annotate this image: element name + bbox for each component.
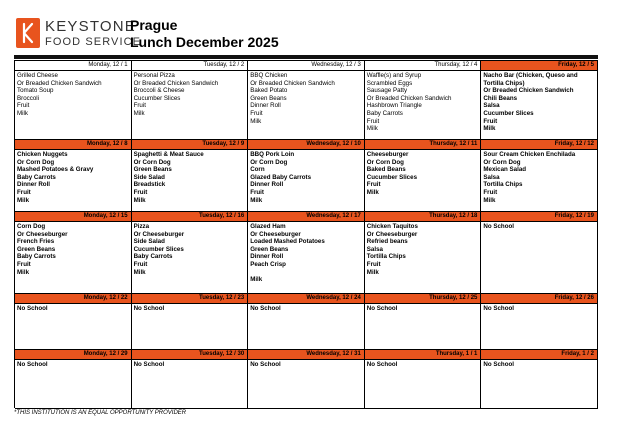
menu-item: No School: [366, 361, 398, 368]
menu-item: Milk: [366, 268, 379, 276]
day-cell: [132, 212, 249, 294]
menu-item: Dinner Roll: [250, 253, 284, 261]
menu-items: [248, 150, 364, 205]
day-cell: [365, 140, 482, 212]
menu-title: Lunch December 2025: [130, 34, 279, 50]
menu-item: Broccoli & Cheese: [133, 87, 185, 95]
day-header: Monday, 12 / 22: [15, 294, 131, 304]
day-cell: [15, 212, 132, 294]
day-cell: [15, 294, 132, 350]
menu-item: No School: [483, 305, 514, 312]
menu-item: Green Beans: [250, 245, 289, 253]
menu-items: [132, 71, 248, 119]
menu-items: [15, 222, 131, 277]
menu-item: Or Cheeseburger: [366, 230, 418, 238]
day-cell: [15, 140, 132, 212]
menu-item: Salsa: [483, 102, 500, 110]
menu-item: No School: [17, 305, 48, 312]
menu-item: Milk: [250, 276, 263, 284]
day-header: Monday, 12 / 1: [15, 61, 131, 71]
day-cell: [481, 61, 598, 140]
day-header: Wednesday, 12 / 3: [248, 61, 364, 71]
menu-item: Pizza: [133, 223, 150, 230]
menu-item: Chili Beans: [483, 94, 518, 102]
menu-item: Or Corn Dog: [133, 158, 171, 166]
menu-item: Or Breaded Chicken Sandwich: [483, 87, 574, 95]
menu-item: Baby Carrots: [133, 253, 173, 261]
day-cell: [248, 212, 365, 294]
menu-item: Grilled Cheese: [17, 72, 58, 79]
menu-item: Tortilla Chips): [483, 79, 525, 87]
menu-item: Fruit: [250, 188, 264, 196]
menu-item: Fruit: [17, 102, 30, 110]
menu-item: Baby Carrots: [17, 173, 56, 181]
menu-item: Breadstick: [133, 181, 166, 189]
menu-item: Mexican Salad: [483, 166, 527, 174]
day-header: Monday, 12 / 15: [15, 212, 131, 222]
menu-item: Tomato Soup: [17, 87, 54, 95]
day-header: Tuesday, 12 / 9: [132, 140, 248, 150]
menu-item: Cucumber Slices: [133, 245, 184, 253]
menu-items: [481, 304, 597, 314]
day-cell: [365, 294, 482, 350]
menu-item: Side Salad: [133, 238, 165, 246]
day-header: Thursday, 1 / 1: [365, 350, 481, 360]
menu-item: Fruit: [133, 188, 148, 196]
menu-item: Cucumber Slices: [483, 109, 534, 117]
day-cell: [132, 350, 249, 409]
menu-item: Fruit: [366, 260, 381, 268]
page-header: [14, 14, 598, 54]
menu-item: Or Cheeseburger: [133, 230, 185, 238]
menu-item: Scrambled Eggs: [366, 79, 413, 87]
day-header: Monday, 12 / 8: [15, 140, 131, 150]
menu-item: Fruit: [133, 102, 146, 110]
menu-item: Chicken Nuggets: [17, 151, 68, 158]
menu-item: Tortilla Chips: [483, 181, 523, 189]
menu-item: Personal Pizza: [133, 72, 175, 79]
menu-items: [481, 150, 597, 205]
menu-item: Baby Carrots: [17, 253, 56, 261]
day-cell: [248, 140, 365, 212]
menu-item: Milk: [250, 117, 262, 125]
menu-items: [15, 360, 131, 370]
menu-item: Milk: [17, 268, 30, 276]
menu-item: Milk: [133, 109, 145, 117]
menu-item: Or Breaded Chicken Sandwich: [366, 94, 452, 102]
menu-item: No School: [250, 361, 281, 368]
menu-item: Sour Cream Chicken Enchilada: [483, 151, 576, 158]
menu-item: Hashbrown Triangle: [366, 102, 422, 110]
brand-name: KEYSTONE: [45, 18, 137, 35]
menu-item: Salsa: [366, 245, 383, 253]
menu-items: [132, 150, 248, 205]
menu-item: Green Beans: [17, 245, 56, 253]
day-header: Wednesday, 12 / 17: [248, 212, 364, 222]
menu-item: Dinner Roll: [250, 102, 281, 110]
menu-items: [481, 222, 597, 232]
menu-item: Or Breaded Chicken Sandwich: [133, 79, 219, 87]
menu-items: [248, 304, 364, 314]
menu-item: Green Beans: [133, 166, 172, 174]
menu-item: Nacho Bar (Chicken, Queso and: [483, 72, 578, 79]
menu-item: Fruit: [17, 188, 31, 196]
day-cell: [248, 350, 365, 409]
keystone-k-logo-icon: [16, 18, 40, 48]
menu-item: BBQ Pork Loin: [250, 151, 295, 158]
day-cell: [132, 61, 249, 140]
day-cell: [132, 294, 249, 350]
menu-item: No School: [17, 361, 48, 368]
day-header: Friday, 12 / 26: [481, 294, 597, 304]
menu-items: [248, 71, 364, 126]
day-cell: [365, 61, 482, 140]
menu-item: Or Breaded Chicken Sandwich: [250, 79, 335, 87]
header-divider: [14, 55, 598, 59]
menu-item: Milk: [133, 196, 146, 204]
menu-item: Salsa: [483, 173, 500, 181]
menu-item: Tortilla Chips: [366, 253, 406, 261]
menu-item: Or Corn Dog: [250, 158, 288, 166]
menu-item: Milk: [250, 196, 263, 204]
menu-item: Baked Potato: [250, 87, 288, 95]
menu-item: No School: [250, 305, 281, 312]
menu-item: Green Beans: [250, 94, 287, 102]
menu-items: [365, 222, 481, 277]
brand-subtitle: FOOD SERVICE: [45, 36, 142, 48]
menu-item: Cheeseburger: [366, 151, 409, 158]
menu-item: Spaghetti & Meat Sauce: [133, 151, 204, 158]
menu-items: [15, 71, 131, 119]
day-cell: [248, 294, 365, 350]
menu-item: Corn Dog: [17, 223, 46, 230]
day-header: Friday, 1 / 2: [481, 350, 597, 360]
day-cell: [481, 212, 598, 294]
menu-item: Glazed Ham: [250, 223, 286, 230]
menu-item: No School: [133, 305, 165, 312]
day-header: Tuesday, 12 / 16: [132, 212, 248, 222]
menu-item: French Fries: [17, 238, 55, 246]
menu-item: BBQ Chicken: [250, 72, 288, 79]
menu-item: Sausage Patty: [366, 87, 408, 95]
day-cell: [481, 294, 598, 350]
menu-item: Baked Beans: [366, 166, 406, 174]
menu-item: Fruit: [133, 260, 148, 268]
menu-items: [132, 360, 248, 370]
day-header: Friday, 12 / 19: [481, 212, 597, 222]
day-header: Thursday, 12 / 4: [365, 61, 481, 71]
menu-item: Milk: [483, 125, 496, 133]
day-header: Tuesday, 12 / 30: [132, 350, 248, 360]
menu-item: Fruit: [366, 117, 380, 125]
menu-item: Dinner Roll: [17, 181, 51, 189]
menu-item: Or Corn Dog: [17, 158, 55, 166]
menu-items: [132, 304, 248, 314]
day-cell: [365, 212, 482, 294]
menu-item: Milk: [483, 196, 496, 204]
day-header: Friday, 12 / 12: [481, 140, 597, 150]
menu-item: Or Corn Dog: [483, 158, 521, 166]
menu-calendar-grid: [14, 60, 598, 408]
menu-item: Milk: [366, 188, 379, 196]
menu-items: [365, 150, 481, 198]
menu-item: Milk: [133, 268, 146, 276]
day-header: Wednesday, 12 / 24: [248, 294, 364, 304]
day-header: Thursday, 12 / 11: [365, 140, 481, 150]
menu-item: [250, 269, 362, 277]
menu-item: Or Cheeseburger: [250, 230, 301, 238]
menu-item: No School: [483, 361, 514, 368]
day-header: Thursday, 12 / 25: [365, 294, 481, 304]
day-header: Tuesday, 12 / 2: [132, 61, 248, 71]
menu-item: Milk: [17, 109, 28, 117]
menu-item: Corn: [250, 166, 265, 174]
menu-item: Fruit: [483, 117, 498, 125]
menu-items: [481, 360, 597, 370]
day-header: Wednesday, 12 / 31: [248, 350, 364, 360]
menu-item: Mashed Potatoes & Gravy: [17, 166, 94, 174]
menu-item: Chicken Taquitos: [366, 223, 418, 230]
menu-item: Baby Carrots: [366, 109, 403, 117]
menu-item: Broccoli: [17, 94, 40, 102]
menu-items: [365, 71, 481, 134]
menu-item: Peach Crisp: [250, 260, 286, 268]
menu-item: Fruit: [483, 188, 498, 196]
day-header: Friday, 12 / 5: [481, 61, 597, 71]
menu-item: Fruit: [366, 181, 381, 189]
day-header: Thursday, 12 / 18: [365, 212, 481, 222]
day-header: Wednesday, 12 / 10: [248, 140, 364, 150]
menu-item: Or Breaded Chicken Sandwich: [17, 79, 102, 87]
day-cell: [15, 350, 132, 409]
menu-item: Or Corn Dog: [366, 158, 404, 166]
menu-item: Loaded Mashed Potatoes: [250, 238, 325, 246]
menu-item: Cucumber Slices: [366, 173, 418, 181]
menu-items: [248, 222, 364, 285]
menu-items: [15, 150, 131, 205]
menu-items: [365, 360, 481, 370]
menu-item: Dinner Roll: [250, 181, 284, 189]
menu-item: Glazed Baby Carrots: [250, 173, 312, 181]
day-header: Tuesday, 12 / 23: [132, 294, 248, 304]
day-cell: [481, 140, 598, 212]
day-header: Monday, 12 / 29: [15, 350, 131, 360]
day-cell: [365, 350, 482, 409]
menu-items: [365, 304, 481, 314]
footer-note: *THIS INSTITUTION IS AN EQUAL OPPORTUNITY PROVIDER: [14, 410, 187, 416]
day-cell: [248, 61, 365, 140]
location-title: Prague: [130, 17, 178, 33]
menu-item: Side Salad: [133, 173, 165, 181]
menu-item: Fruit: [250, 109, 263, 117]
menu-item: No School: [133, 361, 165, 368]
menu-item: Milk: [366, 125, 378, 133]
menu-item: Milk: [17, 196, 30, 204]
menu-item: No School: [366, 305, 398, 312]
menu-items: [248, 360, 364, 370]
menu-item: Fruit: [17, 260, 31, 268]
menu-item: Waffle(s) and Syrup: [366, 72, 422, 79]
day-cell: [15, 61, 132, 140]
menu-item: Refried beans: [366, 238, 408, 246]
menu-items: [132, 222, 248, 277]
day-cell: [481, 350, 598, 409]
day-cell: [132, 140, 249, 212]
menu-item: Or Cheeseburger: [17, 230, 68, 238]
menu-items: [15, 304, 131, 314]
menu-item: Cucumber Slices: [133, 94, 181, 102]
menu-item: No School: [483, 223, 514, 230]
menu-items: [481, 71, 597, 134]
